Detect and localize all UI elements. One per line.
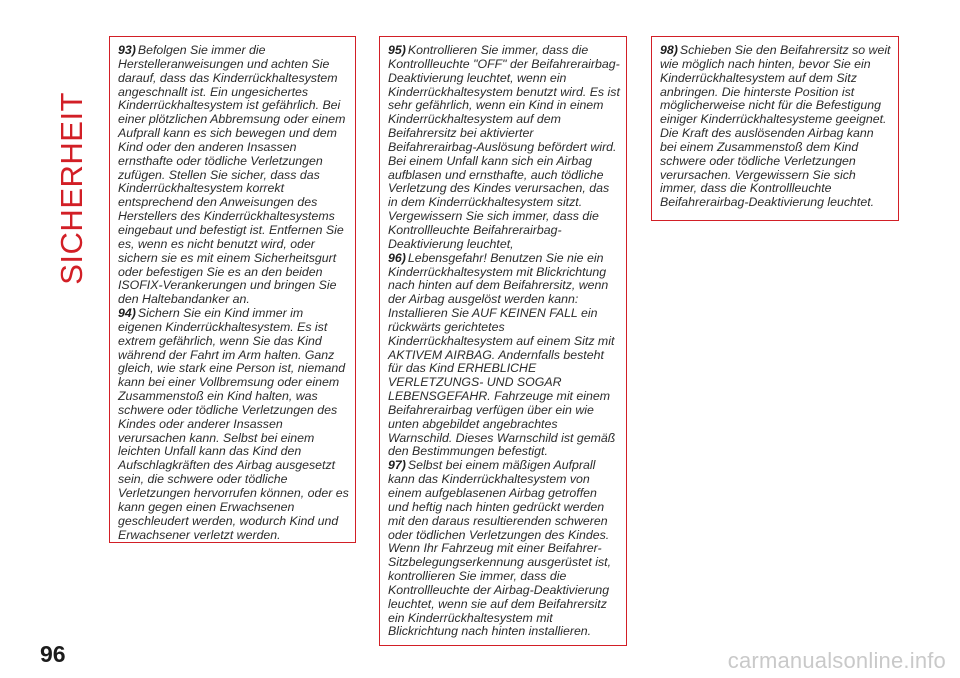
section-title-text: SICHERHEIT — [54, 92, 89, 285]
warning-note-95 — [388, 44, 620, 252]
note-text: Sichern Sie ein Kind immer im eigenen Kinderrückhaltesystem. Es ist extrem gefährlich, wenn Sie das Kind während der Fahrt im Arm halten. Ganz gleich, wie stark eine Person ist, niemand kann bei einer Vollbremsung oder einem Zusammenstoß ein Kind halten, was schwere oder tödliche Verletzungen des Kindes oder anderer Insassen verursachen kann. Selbst bei einem leichten Unfall kann das Kind den Aufschlagkräften des Airbag ausgesetzt sein, die schwere oder tödliche Verletzungen hervorrufen können, oder es kann gegen einen Erwachsenen geschleudert werden, wodurch Kind und Erwachsener verletzt werden. — [118, 306, 349, 542]
warning-note-93 — [118, 44, 349, 307]
note-number: 98) — [660, 43, 678, 57]
warning-note-98 — [660, 44, 892, 210]
note-number: 94) — [118, 306, 136, 321]
warning-box-2 — [379, 36, 627, 646]
warning-note-96 — [388, 252, 620, 460]
note-number: 96) — [388, 250, 406, 265]
note-text: Selbst bei einem mäßigen Aufprall kann das Kinderrückhaltesystem von einem aufgeblasenen Airbag getroffen und heftig nach hinten gedrückt werden mit den daraus resultierenden schweren oder tödlichen Verletzungen des Kindes. Wenn Ihr Fahrzeug mit einer Beifahrer-Sitzbelegungserkennung ausgerüstet ist, kontrollieren Sie immer, dass die Kontrollleuchte der Airbag-Deaktivierung leuchtet, wenn sie auf dem Beifahrersitz ein Kinderrückhaltesystem mit Blickrichtung nach hinten installieren. — [388, 458, 612, 639]
note-number: 97) — [388, 458, 406, 473]
watermark: carmanualsonline.info — [727, 648, 946, 673]
warning-box-3 — [651, 36, 899, 221]
note-text: Befolgen Sie immer die Herstelleranweisungen und achten Sie darauf, dass das Kinderrückhaltesystem angeschnallt ist. Ein ungesichertes Kinderrückhaltesystem ist gefährlich. Bei einer plötzlichen Abbremsung oder einem Aufprall kann es sich bewegen und dem Kind oder den anderen Insassen ernsthafte oder tödliche Verletzungen zufügen. Stellen Sie sicher, dass das Kinderrückhaltesystem korrekt entsprechend den Anweisungen des Herstellers des Kinderrückhaltesystems eingebaut und befestigt ist. Entfernen Sie es, wenn es nicht benutzt wird, oder sichern sie es mit einem Sicherheitsgurt oder befestigen Sie es an den beiden ISOFIX-Verankerungen und bringen Sie den Haltebandanker an. — [118, 43, 346, 307]
note-number: 93) — [118, 43, 136, 57]
warning-box-1 — [109, 36, 356, 543]
note-text: Kontrollieren Sie immer, dass die Kontrollleuchte "OFF" der Beifahrerairbag-Deaktivierung leuchtet, wenn ein Kinderrückhaltesystem benutzt wird. Es ist sehr gefährlich, wenn ein Kind in einem Kinderrückhaltesystem auf dem Beifahrersitz bei aktivierter Beifahrerairbag-Auslösung befördert wird. Bei einem Unfall kann sich ein Airbag aufblasen und ernsthafte, auch tödliche Verletzung des Kindes verursachen, das in dem Kinderrückhaltesystem sitzt. Vergewissern Sie sich immer, dass die Kontrollleuchte Beifahrerairbag-Deaktivierung leuchtet, — [388, 43, 620, 251]
page-number: 96 — [40, 641, 66, 667]
note-text: Lebensgefahr! Benutzen Sie nie ein Kinderrückhaltesystem mit Blickrichtung nach hinten auf dem Beifahrersitz, wenn der Airbag ausgelöst werden kann: Installieren Sie AUF KEINEN FALL ein rückwärts gerichtetes Kinderrückhaltesystem auf einem Sitz mit AKTIVEM AIRBAG. Andernfalls besteht für das Kind ERHEBLICHE VERLETZUNGS- UND SOGAR LEBENSGEFAHR. Fahrzeuge mit einem Beifahrerairbag verfügen über ein wie unten abgebildet angebrachtes Warnschild. Dieses Warnschild ist gemäß den Bestimmungen befestigt. — [388, 250, 616, 459]
warning-note-97 — [388, 459, 620, 639]
note-text: Schieben Sie den Beifahrersitz so weit wie möglich nach hinten, bevor Sie ein Kinderrückhaltesystem auf dem Sitz anbringen. Die hinterste Position ist möglicherweise nicht für die Befestigung einiger Kinderrückhaltesysteme geeignet. Die Kraft des auslösenden Airbag kann bei einem Zusammenstoß dem Kind schwere oder tödliche Verletzungen verursachen. Vergewissern Sie sich immer, dass die Kontrollleuchte Beifahrerairbag-Deaktivierung leuchtet. — [660, 43, 891, 210]
warning-note-94 — [118, 307, 349, 542]
note-number: 95) — [388, 43, 406, 57]
